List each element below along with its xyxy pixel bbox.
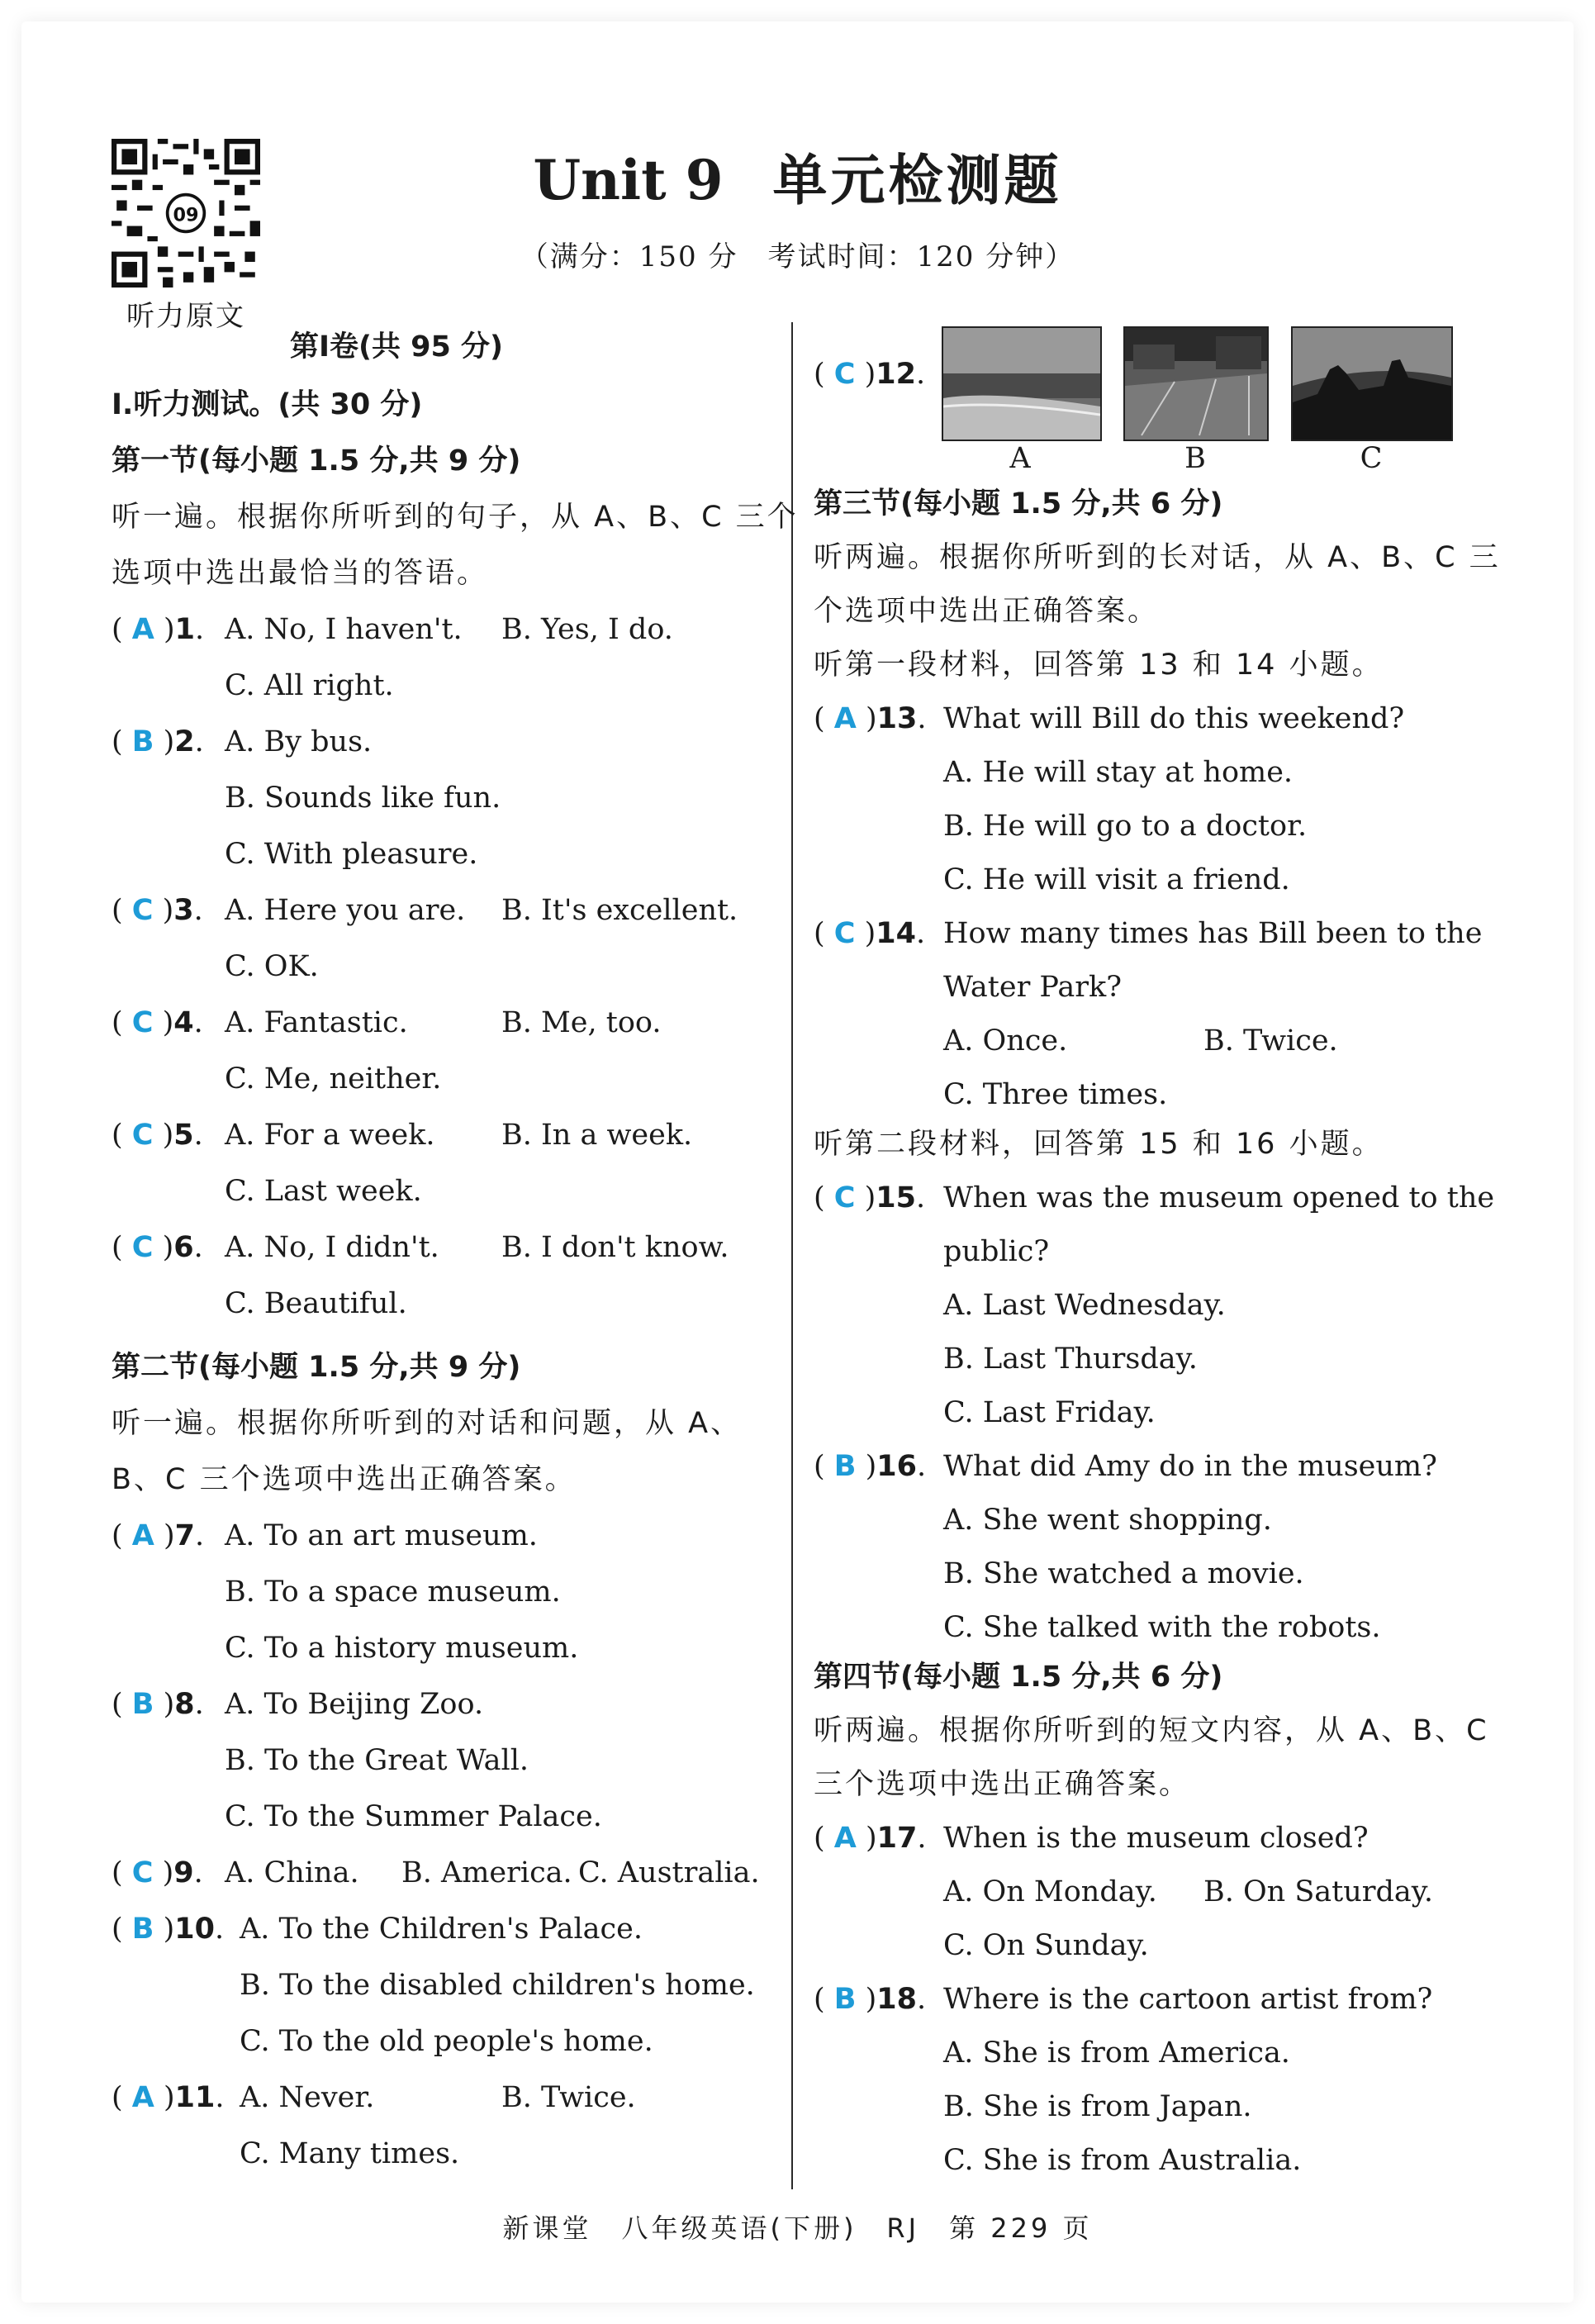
page-title bbox=[0, 136, 1595, 215]
answer: C bbox=[131, 1231, 154, 1264]
question-number: 14 bbox=[876, 917, 916, 950]
question-row: ( C )15. bbox=[814, 1181, 926, 1214]
option-a[interactable]: A. By bus. bbox=[225, 725, 373, 758]
instruction-line: B、C 三个选项中选出正确答案。 bbox=[112, 1463, 577, 1496]
question-row: ( C )14. bbox=[814, 917, 926, 950]
answer: B bbox=[131, 1688, 154, 1721]
question-text-cont: Water Park? bbox=[943, 971, 1122, 1004]
option-a[interactable]: A. To Beijing Zoo. bbox=[225, 1688, 484, 1721]
question-text: When was the museum opened to the bbox=[943, 1181, 1495, 1214]
answer: C bbox=[833, 1181, 856, 1214]
question-row: ( C )9. bbox=[112, 1856, 203, 1889]
pic-label-c: C bbox=[1360, 442, 1383, 475]
option-a[interactable]: A. To an art museum. bbox=[225, 1519, 538, 1552]
question-text: How many times has Bill been to the bbox=[943, 917, 1483, 950]
question-row: ( B )18. bbox=[814, 1983, 927, 2016]
answer: B bbox=[131, 1913, 154, 1946]
option-c[interactable]: C. Last Friday. bbox=[943, 1396, 1156, 1429]
answer: C bbox=[131, 1119, 154, 1152]
question-text: When is the museum closed? bbox=[943, 1822, 1369, 1855]
answer: A bbox=[131, 613, 154, 646]
option-a[interactable]: A. Never. bbox=[240, 2081, 375, 2114]
subsection-heading: 第四节(每小题 1.5 分,共 6 分) bbox=[814, 1661, 1223, 1694]
instruction-line: 听两遍。根据你所听到的短文内容，从 A、B、C bbox=[814, 1714, 1489, 1747]
option-a[interactable]: A. For a week. bbox=[225, 1119, 435, 1152]
question-number: 4 bbox=[173, 1006, 194, 1039]
question-row: ( C )5. bbox=[112, 1119, 203, 1152]
question-number: 6 bbox=[173, 1231, 194, 1264]
option-c[interactable]: C. She is from Australia. bbox=[943, 2144, 1302, 2177]
option-c[interactable]: C. She talked with the robots. bbox=[943, 1611, 1381, 1644]
answer: C bbox=[833, 358, 856, 391]
answer: C bbox=[833, 917, 856, 950]
option-a[interactable]: A. On Monday. bbox=[943, 1875, 1157, 1908]
beach-photo-option-a[interactable] bbox=[942, 326, 1102, 441]
question-row: ( C )3. bbox=[112, 894, 203, 927]
section-heading: Ⅰ.听力测试。(共 30 分) bbox=[112, 388, 423, 421]
pic-label-a: A bbox=[1009, 442, 1031, 475]
subsection-heading: 第三节(每小题 1.5 分,共 6 分) bbox=[814, 487, 1223, 520]
option-b[interactable]: B. Yes, I do. bbox=[501, 613, 673, 646]
instruction-line: 选项中选出最恰当的答语。 bbox=[112, 557, 489, 590]
answer: B bbox=[131, 725, 154, 758]
option-b[interactable]: B. On Saturday. bbox=[1203, 1875, 1434, 1908]
answer: A bbox=[131, 2081, 154, 2114]
castle-photo-option-c[interactable] bbox=[1291, 326, 1453, 441]
question-number: 5 bbox=[173, 1119, 194, 1152]
instruction-line: 听一遍。根据你所听到的句子，从 A、B、C 三个 bbox=[112, 501, 799, 534]
question-text: What did Amy do in the museum? bbox=[943, 1450, 1437, 1483]
answer: B bbox=[833, 1983, 857, 2016]
question-text-cont: public? bbox=[943, 1235, 1050, 1268]
option-b[interactable]: B. She is from Japan. bbox=[943, 2090, 1252, 2123]
instruction-line: 听两遍。根据你所听到的长对话，从 A、B、C 三 bbox=[814, 541, 1501, 574]
option-c[interactable]: C. To the Summer Palace. bbox=[225, 1800, 602, 1833]
question-row: ( A )13. bbox=[814, 702, 927, 735]
question-number: 11 bbox=[174, 2081, 216, 2114]
instruction-line: 个选项中选出正确答案。 bbox=[814, 595, 1160, 628]
option-a[interactable]: A. Last Wednesday. bbox=[943, 1289, 1226, 1322]
question-number: 9 bbox=[173, 1856, 194, 1889]
title-unit: Unit 9 bbox=[533, 148, 724, 212]
option-b[interactable]: B. To a space museum. bbox=[225, 1575, 561, 1609]
question-row: ( B )10. bbox=[112, 1913, 225, 1946]
option-c[interactable]: C. Three times. bbox=[943, 1078, 1168, 1111]
question-text: Where is the cartoon artist from? bbox=[943, 1983, 1433, 2016]
option-b[interactable]: B. Twice. bbox=[501, 2081, 636, 2114]
page-subtitle: （满分：150 分 考试时间：120 分钟） bbox=[520, 240, 1075, 273]
answer: A bbox=[833, 702, 857, 735]
option-c[interactable]: C. All right. bbox=[225, 669, 394, 702]
option-b[interactable]: B. In a week. bbox=[501, 1119, 693, 1152]
answer: C bbox=[131, 1006, 154, 1039]
question-number: 8 bbox=[174, 1688, 195, 1721]
question-number: 16 bbox=[876, 1450, 917, 1483]
option-b[interactable]: B. I don't know. bbox=[501, 1231, 729, 1264]
question-row: ( B )2. bbox=[112, 725, 204, 758]
option-a[interactable]: A. She went shopping. bbox=[943, 1504, 1272, 1537]
question-row: ( C )6. bbox=[112, 1231, 203, 1264]
question-number: 15 bbox=[876, 1181, 916, 1214]
sports-court-photo-option-b[interactable] bbox=[1123, 326, 1269, 441]
option-c[interactable]: C. Many times. bbox=[240, 2137, 460, 2170]
instruction-line: 听第一段材料，回答第 13 和 14 小题。 bbox=[814, 649, 1384, 682]
answer: B bbox=[833, 1450, 857, 1483]
option-c[interactable]: C. Me, neither. bbox=[225, 1062, 442, 1095]
option-b[interactable]: B. To the Great Wall. bbox=[225, 1744, 529, 1777]
question-number: 3 bbox=[173, 894, 194, 927]
question-row: ( A )1. bbox=[112, 613, 205, 646]
option-c[interactable]: C. Last week. bbox=[225, 1175, 422, 1208]
question-number: 13 bbox=[876, 702, 918, 735]
answer: C bbox=[131, 1856, 154, 1889]
pic-label-b: B bbox=[1184, 442, 1206, 475]
option-b[interactable]: B. Last Thursday. bbox=[943, 1343, 1198, 1376]
instruction-line: 听一遍。根据你所听到的对话和问题，从 A、 bbox=[112, 1407, 743, 1440]
option-a[interactable]: A. No, I didn't. bbox=[225, 1231, 439, 1264]
option-c[interactable]: C. OK. bbox=[225, 950, 319, 983]
question-number: 1 bbox=[174, 613, 196, 646]
title-cn: 单元检测题 bbox=[772, 149, 1062, 212]
answer: A bbox=[833, 1822, 857, 1855]
option-a[interactable]: A. Once. bbox=[943, 1024, 1068, 1057]
question-row: ( C )4. bbox=[112, 1006, 203, 1039]
answer: A bbox=[131, 1519, 154, 1552]
option-b[interactable]: B. He will go to a doctor. bbox=[943, 810, 1308, 843]
option-b[interactable]: B. Me, too. bbox=[501, 1006, 662, 1039]
instruction-line: 三个选项中选出正确答案。 bbox=[814, 1768, 1191, 1801]
question-row: ( A )17. bbox=[814, 1822, 927, 1855]
question-text: What will Bill do this weekend? bbox=[943, 702, 1405, 735]
option-b[interactable]: B. To the disabled children's home. bbox=[240, 1969, 755, 2002]
option-a[interactable]: A. China. bbox=[225, 1856, 359, 1889]
option-b[interactable]: B. Sounds like fun. bbox=[225, 782, 501, 815]
option-c[interactable]: C. To the old people's home. bbox=[240, 2025, 653, 2058]
option-c[interactable]: C. With pleasure. bbox=[225, 838, 478, 871]
option-b[interactable]: B. Twice. bbox=[1203, 1024, 1338, 1057]
instruction-line: 听第二段材料，回答第 15 和 16 小题。 bbox=[814, 1128, 1384, 1161]
question-12: ( C )12. bbox=[814, 358, 926, 391]
option-a[interactable]: A. She is from America. bbox=[943, 2036, 1290, 2070]
option-a[interactable]: A. No, I haven't. bbox=[225, 613, 463, 646]
option-c[interactable]: C. He will visit a friend. bbox=[943, 863, 1290, 896]
option-b[interactable]: B. America. bbox=[401, 1856, 572, 1889]
option-c[interactable]: C. Australia. bbox=[578, 1856, 760, 1889]
question-number: 10 bbox=[174, 1913, 215, 1946]
option-b[interactable]: B. She watched a movie. bbox=[943, 1557, 1304, 1590]
option-c[interactable]: C. Beautiful. bbox=[225, 1287, 407, 1320]
option-a[interactable]: A. To the Children's Palace. bbox=[240, 1913, 643, 1946]
question-row: ( A )11. bbox=[112, 2081, 225, 2114]
option-c[interactable]: C. On Sunday. bbox=[943, 1929, 1149, 1962]
column-divider bbox=[791, 322, 793, 2189]
question-number: 2 bbox=[174, 725, 195, 758]
question-row: ( A )7. bbox=[112, 1519, 205, 1552]
page-footer: 新课堂 八年级英语(下册) RJ 第 229 页 bbox=[502, 2212, 1093, 2244]
question-number: 18 bbox=[876, 1983, 917, 2016]
question-number: 7 bbox=[174, 1519, 196, 1552]
option-a[interactable]: A. Here you are. bbox=[225, 894, 466, 927]
option-a[interactable]: A. He will stay at home. bbox=[943, 756, 1294, 789]
question-row: ( B )8. bbox=[112, 1688, 204, 1721]
question-number: 17 bbox=[876, 1822, 918, 1855]
subsection-heading: 第一节(每小题 1.5 分,共 9 分) bbox=[112, 444, 521, 478]
qr-caption: 听力原文 bbox=[126, 300, 245, 333]
question-row: ( B )16. bbox=[814, 1450, 927, 1483]
subsection-heading: 第二节(每小题 1.5 分,共 9 分) bbox=[112, 1351, 521, 1384]
option-a[interactable]: A. Fantastic. bbox=[225, 1006, 408, 1039]
option-b[interactable]: B. It's excellent. bbox=[501, 894, 738, 927]
option-c[interactable]: C. To a history museum. bbox=[225, 1632, 579, 1665]
answer: C bbox=[131, 894, 154, 927]
qr-badge: 09 bbox=[173, 204, 199, 226]
part-heading: 第Ⅰ卷(共 95 分) bbox=[289, 330, 504, 364]
